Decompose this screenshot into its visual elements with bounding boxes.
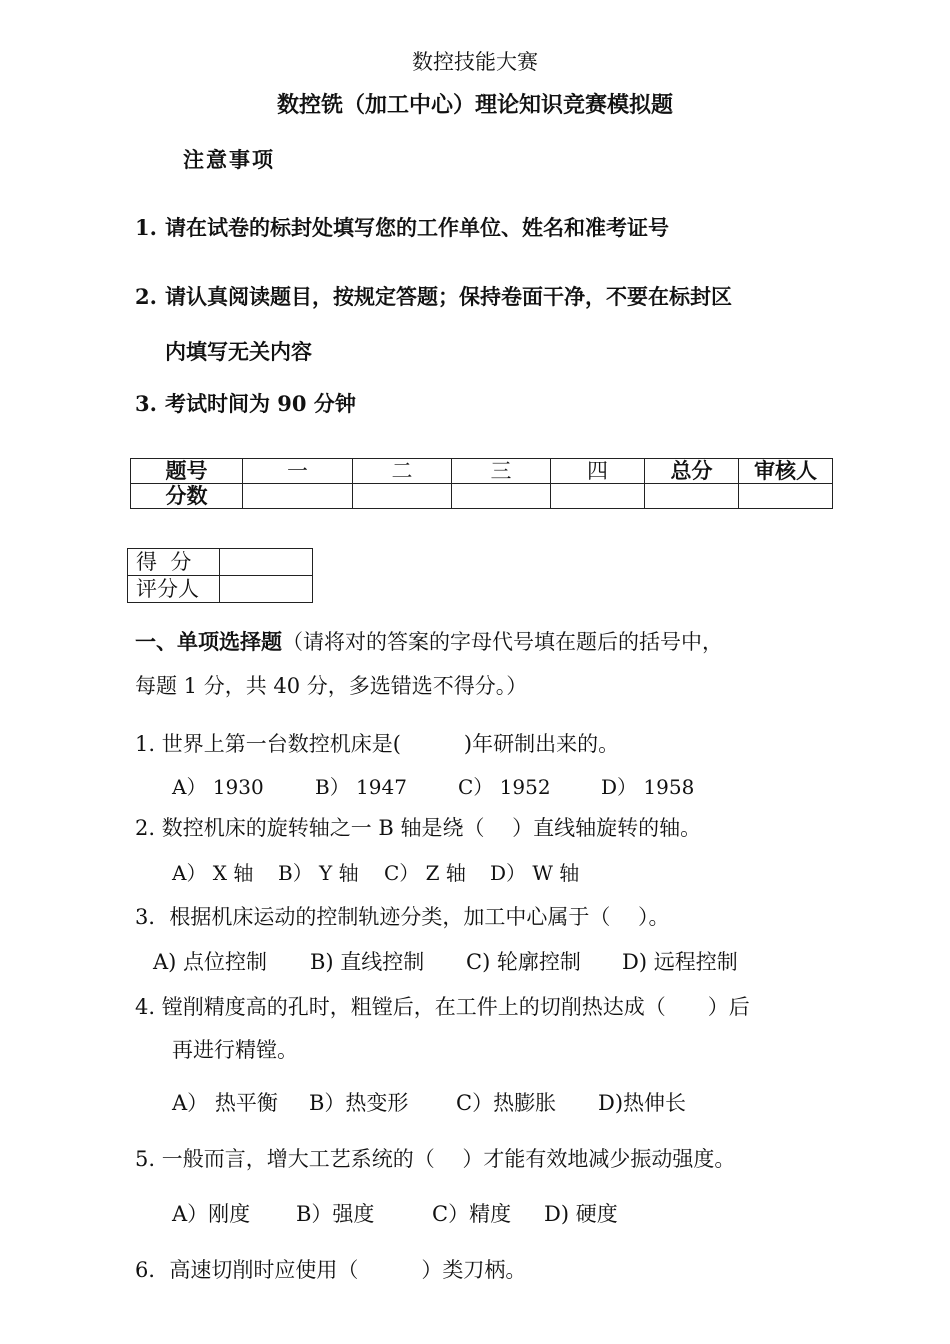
header-question-number: 题号 [131,459,243,484]
option[interactable]: B）强度 [296,1202,375,1226]
score-cell[interactable] [243,484,353,509]
question-3-stem: 3．根据机床运动的控制轨迹分类，加工中心属于（ ）。 [135,905,670,929]
question-3-options [153,946,738,976]
grader-name-cell[interactable] [220,576,313,603]
option[interactable]: A) 点位控制 [153,950,268,974]
section-1-instruction-continued: 每题 1 分，共 40 分，多选错选不得分。） [135,674,528,698]
header-section-4: 四 [551,459,645,484]
header-section-1: 一 [243,459,353,484]
option[interactable]: B) 直线控制 [310,950,425,974]
section-1-title: 一、单项选择题 [135,629,282,654]
question-4-stem: 4. 镗削精度高的孔时，粗镗后，在工件上的切削热达成（ ）后 [135,995,750,1019]
score-cell[interactable] [739,484,833,509]
question-5-options [172,1198,618,1228]
section-1-instruction: （请将对的答案的字母代号填在题后的括号中， [282,630,723,654]
option[interactable]: A） 热平衡 [172,1091,278,1115]
option[interactable]: D) 硬度 [544,1202,618,1226]
section-1-heading [135,626,723,656]
question-2-options [172,857,579,886]
question-1-stem: 1. 世界上第一台数控机床是( )年研制出来的。 [135,732,620,756]
option[interactable]: B） 1947 [315,775,407,799]
option[interactable]: A）刚度 [172,1202,251,1226]
grader-score-cell[interactable] [220,549,313,576]
header-total: 总分 [645,459,739,484]
notice-item-1: 1. 请在试卷的标封处填写您的工作单位、姓名和准考证号 [135,215,669,240]
question-4-stem-continued: 再进行精镗。 [172,1038,298,1062]
notice-title: 注意事项 [183,147,275,172]
option[interactable]: C） 1952 [458,775,551,799]
option[interactable]: B） Y 轴 [278,861,359,885]
score-cell[interactable] [645,484,739,509]
score-cell[interactable] [551,484,645,509]
score-cell[interactable] [452,484,551,509]
score-cell[interactable] [353,484,452,509]
option[interactable]: B）热变形 [309,1091,409,1115]
option[interactable]: C）精度 [432,1202,512,1226]
score-summary-table [130,458,833,509]
option[interactable]: A） 1930 [172,775,264,799]
grader-table [127,548,313,603]
question-6-stem: 6．高速切削时应使用（ ）类刀柄。 [135,1258,527,1282]
header-reviewer: 审核人 [739,459,833,484]
option[interactable]: A） X 轴 [172,861,254,885]
question-1-options [172,771,694,800]
question-5-stem: 5. 一般而言，增大工艺系统的（ ）才能有效地减少振动强度。 [135,1147,736,1171]
score-table-header-row [131,459,833,484]
question-2-stem: 2. 数控机床的旋转轴之一 B 轴是绕（ ）直线轴旋转的轴。 [135,816,702,840]
notice-item-3: 3. 考试时间为 90 分钟 [135,391,356,416]
exam-title: 数控铣（加工中心）理论知识竞赛模拟题 [276,92,673,118]
header-section-3: 三 [452,459,551,484]
score-table-score-row [131,484,833,509]
row-label-score: 分数 [131,484,243,509]
exam-category: 数控技能大赛 [412,50,538,74]
question-4-options [172,1087,686,1117]
option[interactable]: D） 1958 [601,775,695,799]
grader-name-label: 评分人 [128,576,220,603]
option[interactable]: D） W 轴 [490,861,580,885]
notice-item-2: 2. 请认真阅读题目，按规定答题；保持卷面干净，不要在标封区 [135,284,732,309]
header-section-2: 二 [353,459,452,484]
option[interactable]: D)热伸长 [598,1091,687,1115]
notice-item-2-continued: 内填写无关内容 [165,339,312,364]
option[interactable]: C）热膨胀 [456,1091,557,1115]
option[interactable]: D) 远程控制 [622,950,738,974]
option[interactable]: C） Z 轴 [384,861,466,885]
grader-score-label: 得 分 [128,549,220,576]
option[interactable]: C) 轮廓控制 [466,950,581,974]
